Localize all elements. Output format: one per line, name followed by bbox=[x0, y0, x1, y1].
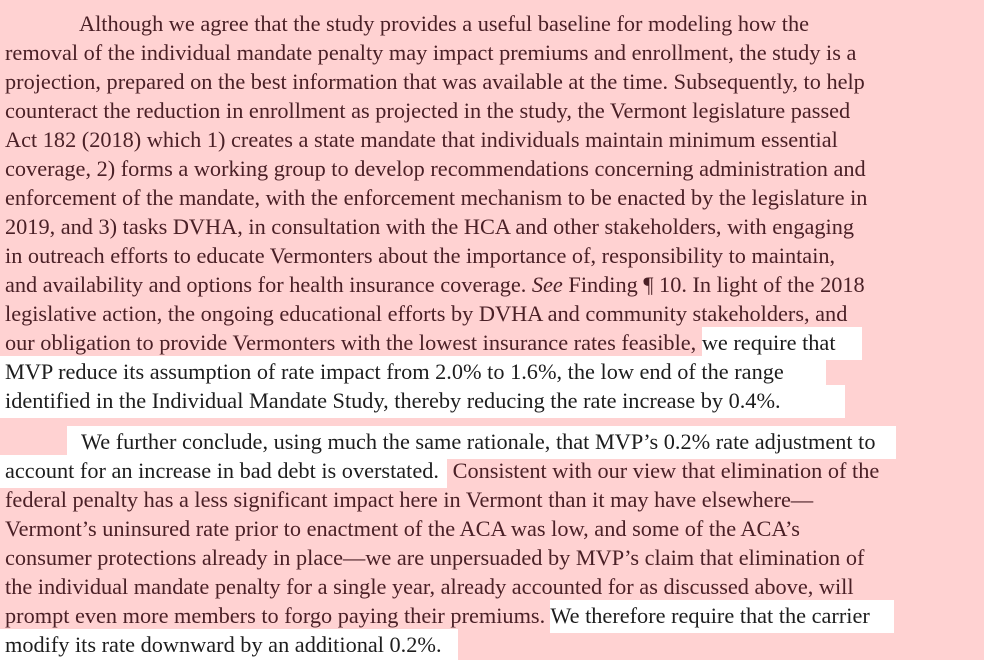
body-text: Consistent with our view that elimination of the bbox=[447, 458, 880, 483]
body-text: Finding ¶ 10. In light of the 2018 bbox=[562, 272, 865, 297]
body-text: and availability and options for health insurance coverage. bbox=[5, 272, 532, 297]
text-line bbox=[0, 96, 984, 125]
highlighted-text: We therefore require that the carrier bbox=[550, 600, 893, 633]
text-line bbox=[0, 514, 984, 543]
text-line bbox=[0, 630, 984, 659]
text-line bbox=[0, 183, 984, 212]
body-text: counteract the reduction in enrollment as projected in the study, the Vermont legislature passed bbox=[5, 98, 851, 123]
body-text: Although we agree that the study provides a useful baseline for modeling how the bbox=[79, 11, 810, 36]
body-text: Vermont’s uninsured rate prior to enactment of the ACA was low, and some of the ACA’s bbox=[5, 516, 800, 541]
paragraph-2 bbox=[0, 427, 984, 659]
text-line bbox=[0, 212, 984, 241]
text-line bbox=[0, 38, 984, 67]
text-line bbox=[0, 241, 984, 270]
text-line bbox=[0, 270, 984, 299]
body-text: our obligation to provide Vermonters with the lowest insurance rates feasible, bbox=[5, 330, 702, 355]
body-text: enforcement of the mandate, with the enforcement mechanism to be enacted by the legislature in bbox=[5, 185, 868, 210]
highlighted-text: We further conclude, using much the same rationale, that MVP’s 0.2% rate adjustment to bbox=[67, 426, 896, 459]
body-text: the individual mandate penalty for a single year, already accounted for as discussed above, will bbox=[5, 574, 854, 599]
text-line bbox=[0, 386, 984, 415]
text-line bbox=[0, 299, 984, 328]
body-text: projection, prepared on the best information that was available at the time. Subsequently, to help bbox=[5, 69, 865, 94]
highlighted-text: modify its rate downward by an additional 0.2%. bbox=[0, 629, 458, 660]
body-text: in outreach efforts to educate Vermonters about the importance of, responsibility to maintain, bbox=[5, 243, 836, 268]
body-text: Act 182 (2018) which 1) creates a state mandate that individuals maintain minimum essential bbox=[5, 127, 838, 152]
indent-spacer bbox=[5, 448, 67, 449]
body-text: federal penalty has a less significant impact here in Vermont than it may have elsewhere— bbox=[5, 487, 814, 512]
body-text: 2019, and 3) tasks DVHA, in consultation with the HCA and other stakeholders, with engaging bbox=[5, 214, 855, 239]
body-text: See bbox=[531, 272, 563, 297]
text-line bbox=[0, 154, 984, 183]
text-line bbox=[0, 543, 984, 572]
text-line bbox=[0, 9, 984, 38]
highlighted-text: identified in the Individual Mandate Study, thereby reducing the rate increase by 0.4%. bbox=[0, 385, 845, 418]
body-text: consumer protections already in place—we are unpersuaded by MVP’s claim that elimination of bbox=[5, 545, 865, 570]
body-text: coverage, 2) forms a working group to develop recommendations concerning administration and bbox=[5, 156, 866, 181]
indent-spacer bbox=[5, 30, 79, 31]
text-line bbox=[0, 572, 984, 601]
highlighted-text: MVP reduce its assumption of rate impact from 2.0% to 1.6%, the low end of the range bbox=[0, 356, 826, 389]
paragraph-1 bbox=[0, 9, 984, 415]
text-line bbox=[0, 357, 984, 386]
text-line bbox=[0, 67, 984, 96]
body-text: removal of the individual mandate penalty may impact premiums and enrollment, the study is a bbox=[5, 40, 857, 65]
text-line bbox=[0, 485, 984, 514]
text-line bbox=[0, 328, 984, 357]
text-line bbox=[0, 427, 984, 456]
text-line bbox=[0, 125, 984, 154]
text-line bbox=[0, 456, 984, 485]
highlighted-text: account for an increase in bad debt is overstated. bbox=[0, 455, 447, 488]
body-text: prompt even more members to forgo paying their premiums. bbox=[5, 603, 551, 628]
body-text: legislative action, the ongoing educational efforts by DVHA and community stakeholders, and bbox=[5, 301, 848, 326]
text-line bbox=[0, 601, 984, 630]
highlighted-text: we require that bbox=[702, 327, 862, 360]
